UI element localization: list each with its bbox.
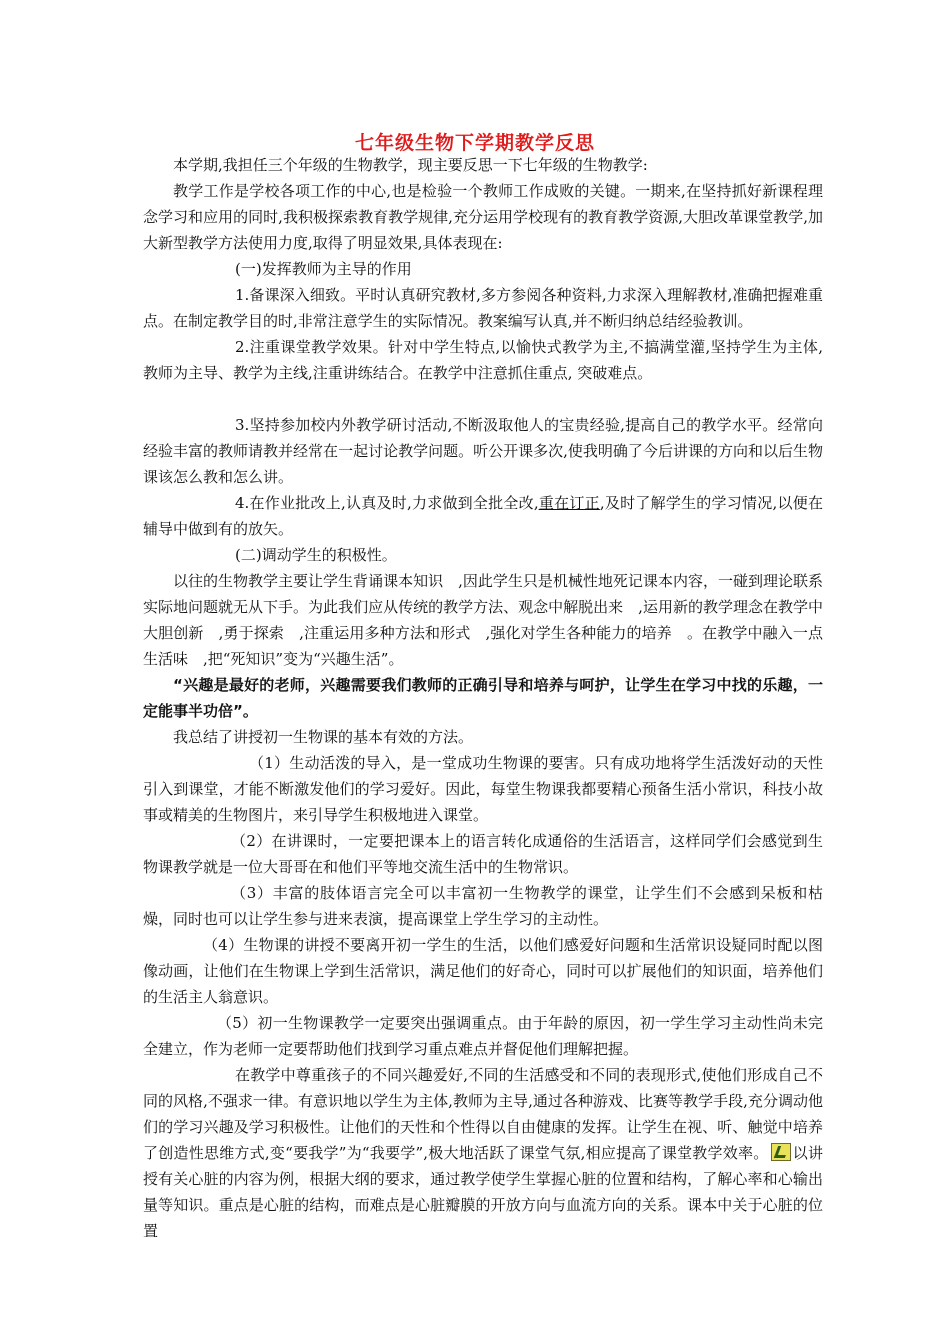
quote-paragraph: “兴趣是最好的老师，兴趣需要我们教师的正确引导和培养与呵护，让学生在学习中找的乐趣，一定能事半功倍”。: [143, 676, 823, 720]
document-title: 七年级生物下学期教学反思: [354, 132, 595, 154]
embedded-object-icon[interactable]: [771, 1143, 791, 1161]
paragraph-item-4-part-a: 4.在作业批改上,认真及时,力求做到全批全改,: [235, 494, 539, 512]
section-heading-2: (二)调动学生的积极性。: [235, 546, 397, 564]
blank-line: [143, 386, 823, 412]
document-body: [143, 152, 823, 1244]
paragraph-intro: 本学期,我担任三个年级的生物教学，现主要反思一下七年级的生物教学:: [173, 156, 648, 174]
paragraph-summary: 我总结了讲授初一生物课的基本有效的方法。: [173, 728, 474, 746]
method-3: （3）丰富的肢体语言完全可以丰富初一生物教学的课堂，让学生们不会感到呆板和枯燥，同时也可以让学生参与进来表演，提高课堂上学生学习的主动性。: [143, 884, 823, 928]
method-5: （5）初一生物课教学一定要突出强调重点。由于年龄的原因，初一学生学习主动性尚未完全建立，作为老师一定要帮助他们找到学习重点难点并督促他们理解把握。: [143, 1014, 823, 1058]
paragraph-conclusion-part-b: 以讲授有关心脏的内容为例，根据大纲的要求，通过教学使学生掌握心脏的位置和结构，了解心率和心输出量等知识。重点是心脏的结构，而难点是心脏瓣膜的开放方向与血流方向的关系。课本中关于心脏的位置: [143, 1144, 823, 1240]
section-heading-1: (一)发挥教师为主导的作用: [235, 260, 412, 278]
paragraph-conclusion-part-a: 在教学中尊重孩子的不同兴趣爱好,不同的生活感受和不同的表现形式,使他们形成自己不同的风格,不强求一律。有意识地以学生为主体,教师为主导,通过各种游戏、比赛等教学手段,充分调动他们的学习兴趣及学习积极性。让他们的天性和个性得以自由健康的发挥。让学生在视、听、触觉中培养了创造性思维方式,变“要我学”为“我要学”,极大地活跃了课堂气氛,相应提高了课堂教学效率。: [143, 1066, 823, 1162]
paragraph-item-2: 2.注重课堂教学效果。针对中学生特点,以愉快式教学为主,不搞满堂灌,坚持学生为主体,教师为主导、教学为主线,注重讲练结合。在教学中注意抓住重点, 突破难点。: [143, 338, 823, 382]
paragraph-item-4-part-b: ,及时了解学生的学习情况,以便在辅导中做到有的放矢。: [143, 494, 823, 538]
paragraph-conclusion: [143, 1062, 823, 1244]
underlined-phrase: 重在订正: [538, 494, 600, 512]
paragraph-overview: 教学工作是学校各项工作的中心,也是检验一个教师工作成败的关键。一期来,在坚持抓好新课程理念学习和应用的同时,我积极探索教育教学规律,充分运用学校现有的教育教学资源,大胆改革课堂教学,加大新型教学方法使用力度,取得了明显效果,具体表现在:: [143, 182, 823, 252]
method-2: （2）在讲课时，一定要把课本上的语言转化成通俗的生活语言，这样同学们会感觉到生物课教学就是一位大哥哥在和他们平等地交流生活中的生物常识。: [143, 832, 823, 876]
method-4: （4）生物课的讲授不要离开初一学生的生活，以他们感爱好问题和生活常识设疑同时配以图像动画，让他们在生物课上学到生活常识，满足他们的好奇心，同时可以扩展他们的知识面，培养他们的生活主人翁意识。: [143, 936, 823, 1006]
paragraph-item-3: 3.坚持参加校内外教学研讨活动,不断汲取他人的宝贵经验,提高自己的教学水平。经常向经验丰富的教师请教并经常在一起讨论教学问题。听公开课多次,使我明确了今后讲课的方向和以后生物课该怎么教和怎么讲。: [143, 416, 823, 486]
paragraph-item-4: [143, 490, 823, 542]
method-1: （1）生动活泼的导入，是一堂成功生物课的要害。只有成功地将学生活泼好动的天性引入到课堂，才能不断激发他们的学习爱好。因此，每堂生物课我都要精心预备生活小常识，科技小故事或精美的生物图片，来引导学生积极地进入课堂。: [143, 754, 823, 824]
paragraph-item-1: 1.备课深入细致。平时认真研究教材,多方参阅各种资料,力求深入理解教材,准确把握难重点。在制定教学目的时,非常注意学生的实际情况。教案编写认真,并不断归纳总结经验教训。: [143, 286, 823, 330]
paragraph-motivation: 以往的生物教学主要让学生背诵课本知识 ,因此学生只是机械性地死记课本内容，一碰到理论联系实际地问题就无从下手。为此我们应从传统的教学方法、观念中解脱出来 ,运用新的教学理念在教学中大胆创新 ,勇于探索 ,注重运用多种方法和形式 ,强化对学生各种能力的培养 。在教学中融入一点生活味 ,把“死知识”变为“兴趣生活”。: [143, 572, 823, 668]
